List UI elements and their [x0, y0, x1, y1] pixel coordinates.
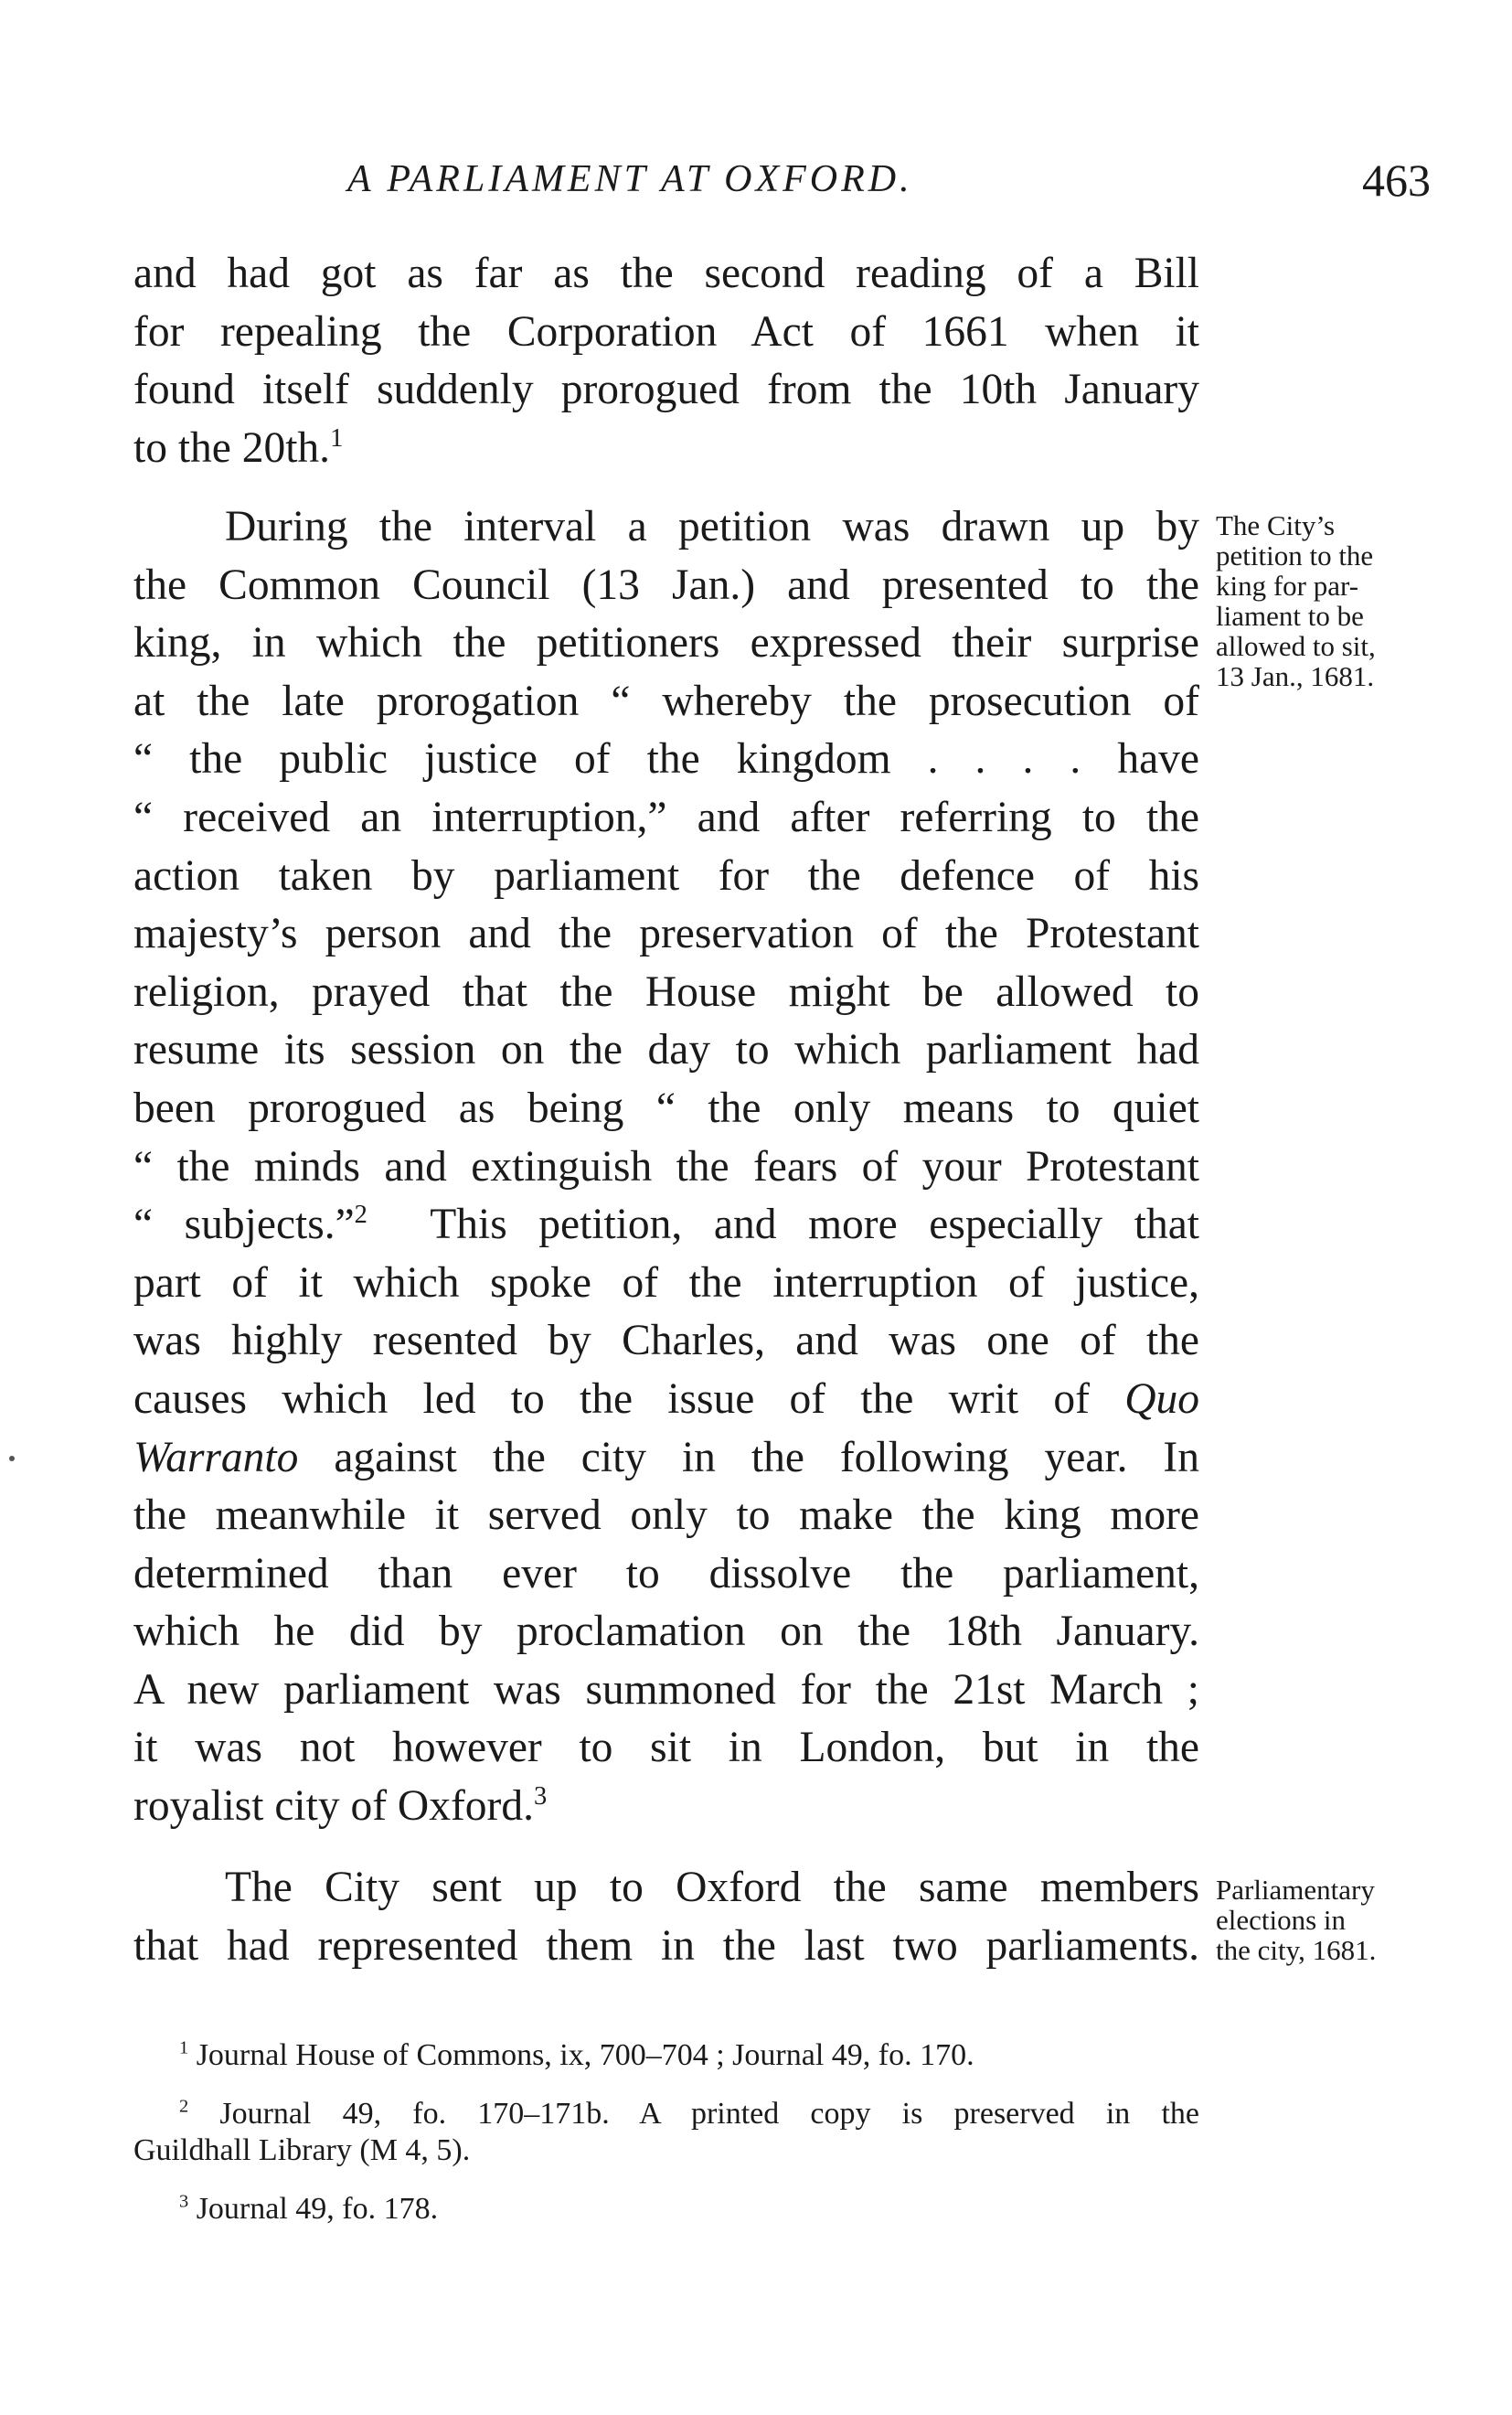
sidenote-line: allowed to sit,: [1216, 630, 1376, 662]
footnote-mark: 3: [179, 2191, 189, 2212]
text-line: A new parliament was summoned for the 21st March ;: [133, 1665, 1199, 1714]
sidenote-line: The City’s: [1216, 509, 1336, 541]
footnote-line: [133, 2191, 1199, 2228]
footnote-3: [133, 2191, 1199, 2228]
footnotes: [133, 2037, 1199, 2249]
sidenote-line: petition to the: [1216, 540, 1374, 572]
footnote-text: Journal 49, fo. 170–171b. A printed copy is preserved in the: [219, 2097, 1200, 2131]
footnote-line: Guildhall Library (M 4, 5).: [133, 2133, 471, 2167]
footnote-line: [133, 2037, 1199, 2074]
text-line: “ received an interruption,” and after referring to the: [133, 793, 1199, 841]
footnote-ref: 2: [354, 1201, 367, 1230]
footnote-2: [133, 2096, 1199, 2169]
text-line: During the interval a petition was drawn up by: [225, 503, 1199, 550]
italic-text: Quo: [1124, 1374, 1199, 1423]
text-line: “ the public justice of the kingdom . . . . have: [133, 735, 1199, 784]
sidenote-petition: [1216, 510, 1481, 691]
text-line: [133, 1196, 1199, 1255]
paragraph-2: [133, 498, 1199, 1836]
text-line: which he did by proclamation on the 18th January.: [133, 1608, 1199, 1656]
sidenote-line: Parliamentary: [1216, 1874, 1375, 1906]
text-line: [133, 1429, 1199, 1488]
text-line: [133, 420, 1199, 478]
sidenote-line: elections in: [1216, 1904, 1347, 1936]
footnote-text: Journal House of Commons, ix, 700–704 ; Journal 49, fo. 170.: [196, 2038, 974, 2072]
text-line: at the late prorogation “ whereby the prosecution of: [133, 677, 1199, 725]
text-line: found itself suddenly prorogued from the 10th January: [133, 366, 1199, 414]
text-line: it was not however to sit in London, but in the: [133, 1724, 1199, 1772]
margin-speck: [9, 1456, 15, 1461]
text-line: [133, 1371, 1199, 1429]
text-fragment: to the 20th.: [133, 423, 331, 472]
sidenote-line: 13 Jan., 1681.: [1216, 660, 1375, 692]
italic-text: Warranto: [133, 1433, 299, 1481]
page-number: 463: [1362, 155, 1431, 206]
text-line: action taken by parliament for the defence of his: [133, 851, 1199, 900]
text-fragment: royalist city of Oxford.: [133, 1782, 534, 1831]
text-line: the Common Council (13 Jan.) and presented to the: [133, 561, 1199, 609]
text-fragment: against the city in the following year. In: [334, 1433, 1200, 1481]
text-line: king, in which the petitioners expressed their surprise: [133, 619, 1199, 668]
sidenote-elections: [1216, 1875, 1481, 1965]
text-line: the meanwhile it served only to make the king more: [133, 1491, 1199, 1540]
paragraph-1: [133, 245, 1199, 477]
text-line: been prorogued as being “ the only means to quiet: [133, 1084, 1199, 1132]
text-fragment: This petition, and more especially that: [430, 1201, 1199, 1249]
footnote-line: [133, 2096, 1199, 2132]
sidenote-line: the city, 1681.: [1216, 1934, 1377, 1966]
text-line: was highly resented by Charles, and was one of the: [133, 1317, 1199, 1365]
running-head: A PARLIAMENT AT OXFORD.: [347, 158, 913, 200]
text-line: part of it which spoke of the interruption of justice,: [133, 1258, 1199, 1307]
text-line: majesty’s person and the preservation of the Protestant: [133, 910, 1199, 958]
footnote-text: Journal 49, fo. 178.: [196, 2192, 439, 2226]
footnote-ref: 3: [533, 1782, 548, 1811]
footnote-mark: 1: [179, 2037, 189, 2058]
paragraph-3: [133, 1859, 1199, 1975]
text-line: and had got as far as the second reading of a Bill: [133, 250, 1199, 297]
text-fragment: causes which led to the issue of the writ of: [133, 1374, 1090, 1423]
sidenote-line: king for par-: [1216, 570, 1359, 602]
text-fragment: “ subjects.”: [133, 1201, 355, 1249]
text-line: that had represented them in the last two parliaments.: [133, 1921, 1199, 1970]
text-line: religion, prayed that the House might be allowed to: [133, 967, 1199, 1016]
sidenote-line: liament to be: [1216, 600, 1364, 632]
text-line: resume its session on the day to which parliament had: [133, 1026, 1199, 1074]
text-line: [133, 1778, 1199, 1836]
text-line: The City sent up to Oxford the same members: [225, 1864, 1199, 1911]
footnote-ref: 1: [330, 423, 344, 453]
footnote-mark: 2: [179, 2096, 189, 2117]
footnote-1: [133, 2037, 1199, 2074]
text-line: determined than ever to dissolve the parliament,: [133, 1549, 1199, 1598]
text-line: “ the minds and extinguish the fears of your Protestant: [133, 1142, 1199, 1191]
text-line: for repealing the Corporation Act of 1661 when it: [133, 307, 1199, 356]
